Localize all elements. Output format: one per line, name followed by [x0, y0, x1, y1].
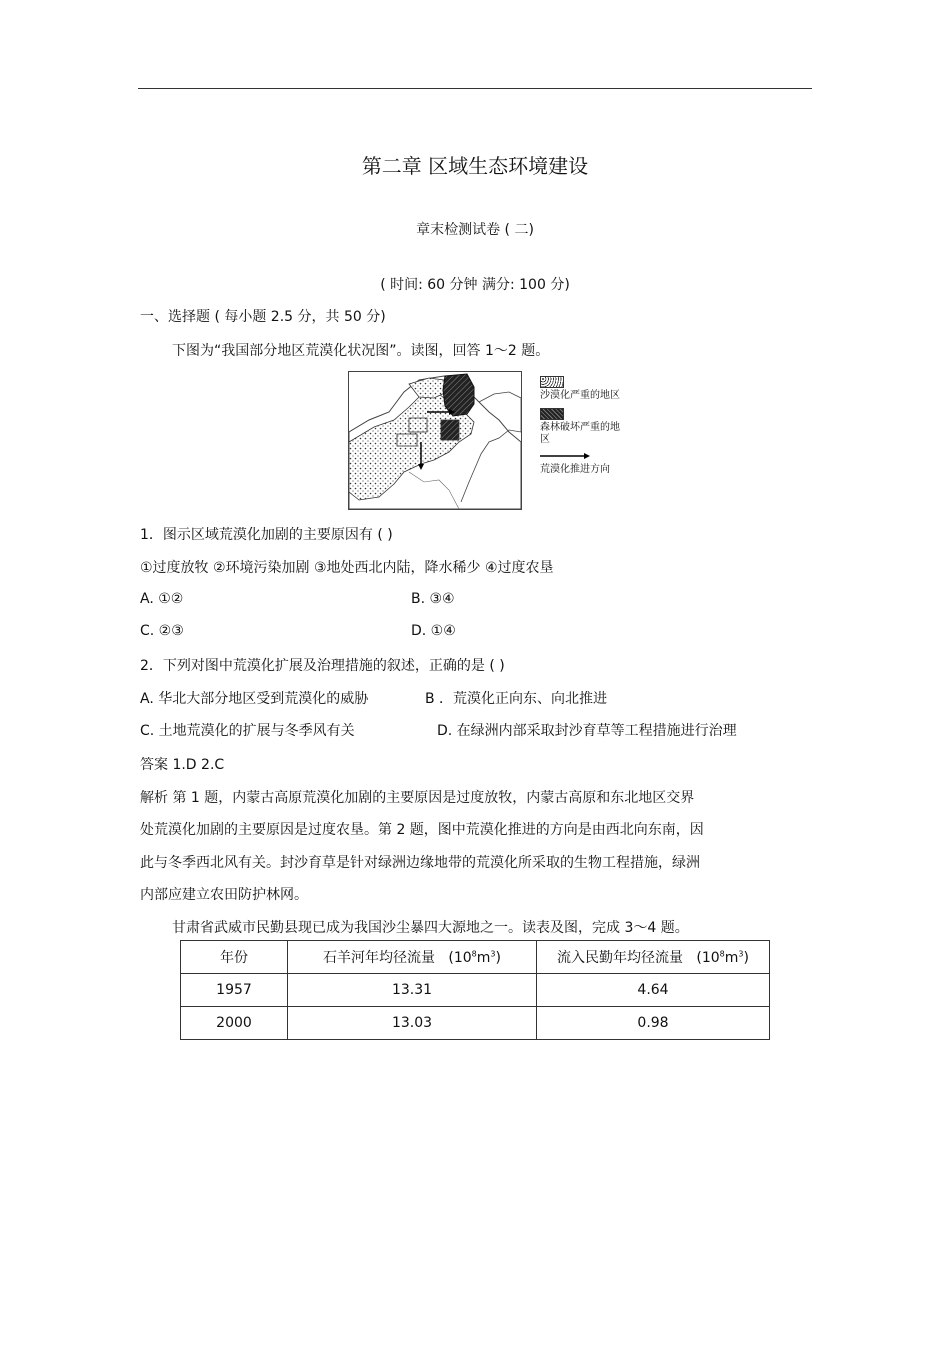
- section-heading: 一、选择题 ( 每小题 2.5 分，共 50 分): [140, 309, 386, 325]
- q2-option-b[interactable]: B ．荒漠化正向东、向北推进: [425, 691, 608, 707]
- chapter-title: 第二章 区域生态环境建设: [361, 154, 589, 178]
- table-cell: 2000: [181, 1007, 288, 1040]
- table-cell: 13.31: [288, 974, 537, 1007]
- table-row: [181, 974, 770, 1007]
- table-row: [181, 1007, 770, 1040]
- table-header-row: [181, 941, 770, 974]
- q1-option-d[interactable]: D. ①④: [411, 623, 456, 639]
- answer-line: 答案 1.D 2.C: [140, 757, 225, 773]
- forest-region: [443, 374, 474, 416]
- desert-swatch: [540, 376, 564, 388]
- arrow-icon: [540, 452, 590, 460]
- q1-stem: 1．图示区域荒漠化加剧的主要原因有 ( ): [140, 527, 393, 543]
- q1-option-c[interactable]: C. ②③: [140, 623, 184, 639]
- time-info: ( 时间: 60 分钟 满分: 100 分): [380, 277, 570, 293]
- q2-option-d[interactable]: D. 在绿洲内部采取封沙育草等工程措施进行治理: [437, 723, 737, 739]
- header-shiyang-runoff: 石羊河年均径流量 $(10^8m^3)$: [288, 941, 537, 974]
- q2-option-a[interactable]: A. 华北大部分地区受到荒漠化的威胁: [140, 691, 369, 707]
- section2-intro: 甘肃省武威市民勤县现已成为我国沙尘暴四大源地之一。读表及图，完成 3～4 题。: [172, 920, 689, 936]
- analysis-line-2: 处荒漠化加剧的主要原因是过度农垦。第 2 题，图中荒漠化推进的方向是由西北向东南，因: [140, 822, 704, 838]
- table-cell: 0.98: [537, 1007, 770, 1040]
- legend-forest: [540, 408, 620, 446]
- q2-stem: 2．下列对图中荒漠化扩展及治理措施的叙述，正确的是 ( ): [140, 658, 505, 674]
- q2-option-c[interactable]: C. 土地荒漠化的扩展与冬季风有关: [140, 723, 355, 739]
- map-legend: [540, 376, 620, 482]
- table-cell: 1957: [181, 974, 288, 1007]
- legend-desert: [540, 376, 620, 402]
- map-graphic: [349, 372, 521, 509]
- q1-option-b[interactable]: B. ③④: [411, 591, 455, 607]
- header-minqin-runoff: 流入民勤年均径流量 $(10^8m^3)$: [537, 941, 770, 974]
- legend-desert-label: 沙漠化严重的地区: [540, 390, 620, 401]
- analysis-line-4: 内部应建立农田防护林网。: [140, 887, 308, 903]
- table-cell: 13.03: [288, 1007, 537, 1040]
- test-subtitle: 章末检测试卷 ( 二): [416, 222, 534, 238]
- q1-option-a[interactable]: A. ①②: [140, 591, 184, 607]
- desertification-map: [348, 371, 522, 510]
- runoff-table: [180, 940, 770, 1040]
- header-year: 年份: [181, 941, 288, 974]
- legend-forest-label: 森林破坏严重的地区: [540, 422, 620, 445]
- question-intro: 下图为“我国部分地区荒漠化状况图”。读图，回答 1～2 题。: [172, 343, 550, 359]
- header-rule: [138, 88, 812, 89]
- table-cell: 4.64: [537, 974, 770, 1007]
- analysis-line-1: 解析 第 1 题，内蒙古高原荒漠化加剧的主要原因是过度放牧，内蒙古高原和东北地区交界: [140, 790, 695, 806]
- legend-arrow: [540, 452, 620, 476]
- forest-swatch: [540, 408, 564, 420]
- legend-arrow-label: 荒漠化推进方向: [540, 464, 610, 475]
- analysis-line-3: 此与冬季西北风有关。封沙育草是针对绿洲边缘地带的荒漠化所采取的生物工程措施，绿洲: [140, 855, 700, 871]
- q1-options: ①过度放牧 ②环境污染加剧 ③地处西北内陆，降水稀少 ④过度农垦: [140, 560, 554, 576]
